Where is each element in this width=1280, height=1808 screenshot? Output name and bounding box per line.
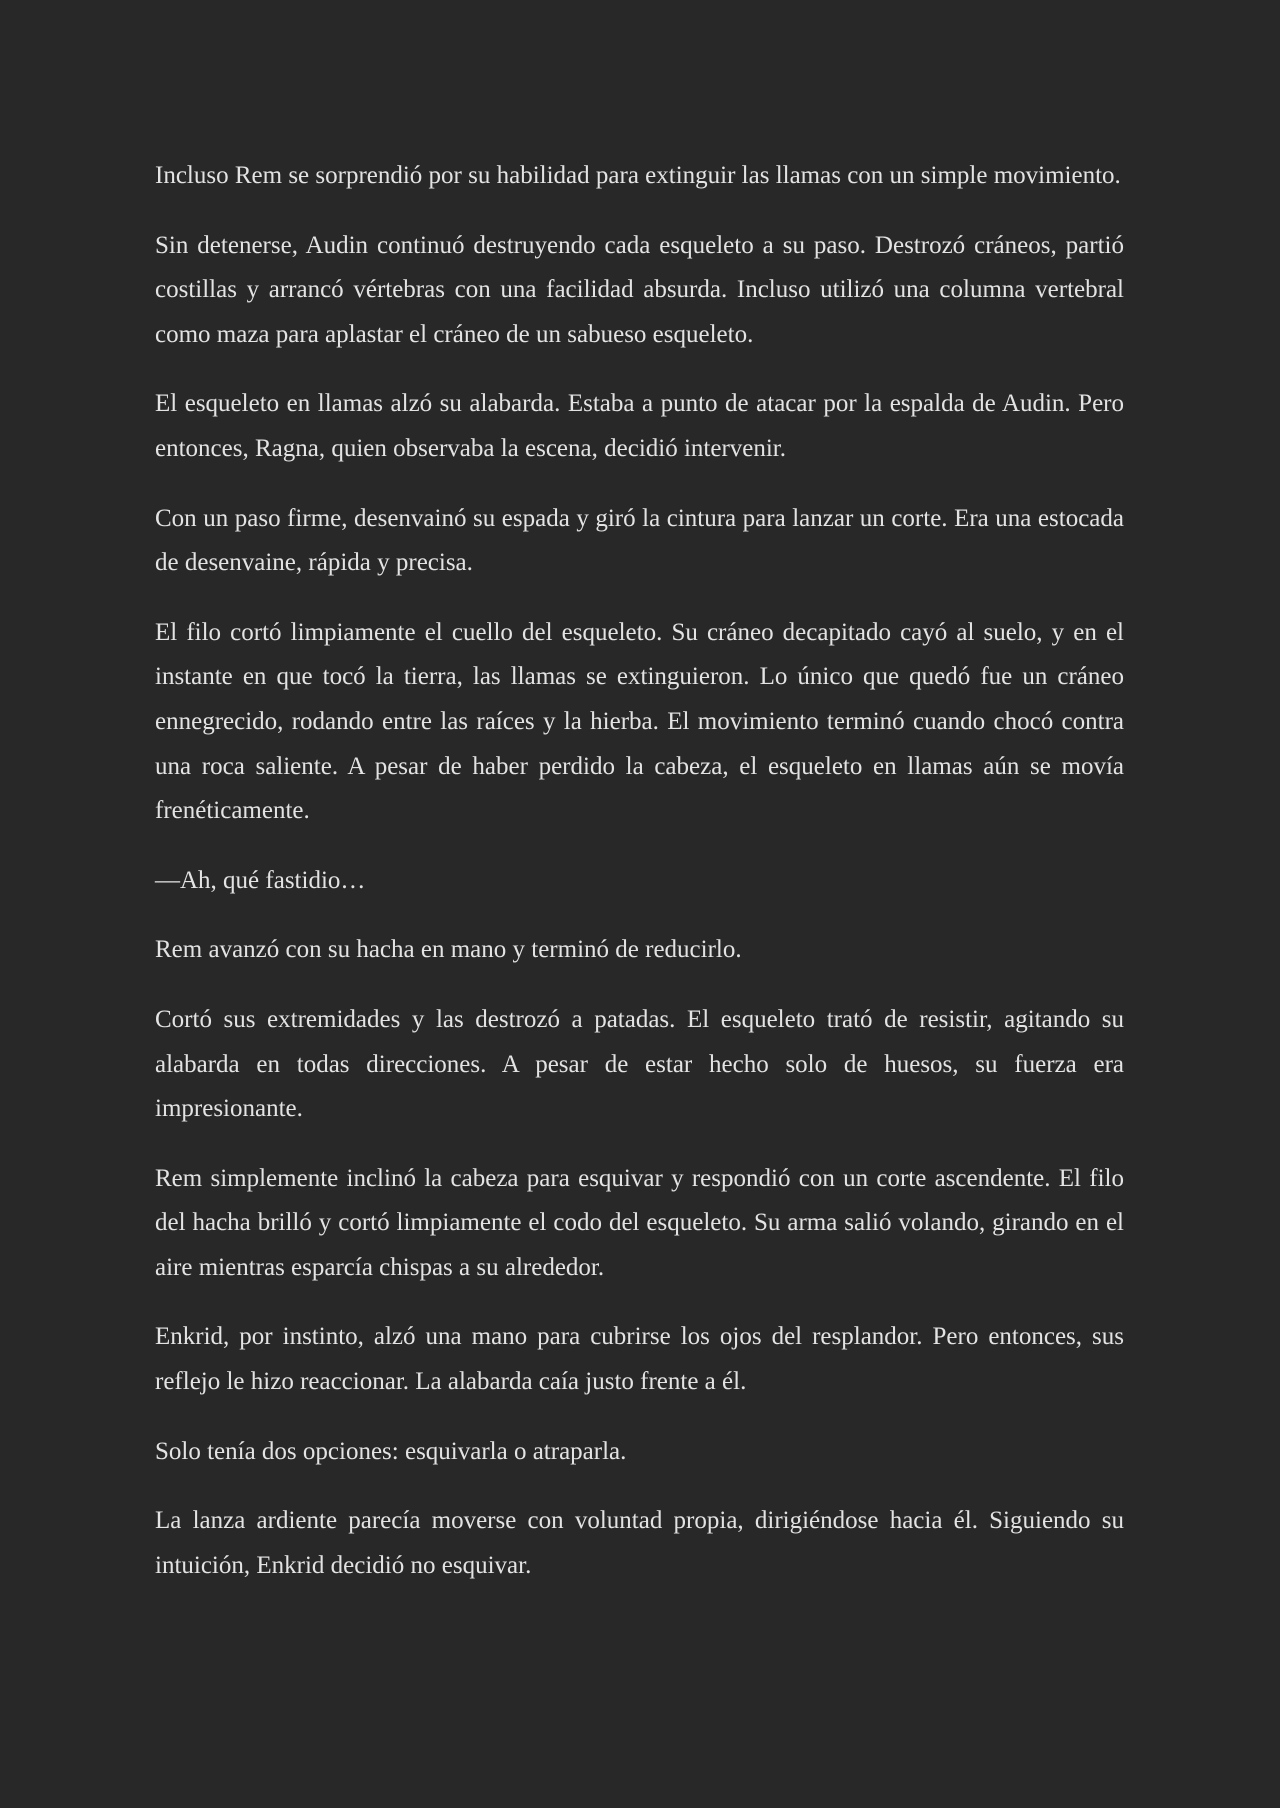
paragraph: Rem avanzó con su hacha en mano y terminó de reducirlo.: [155, 936, 742, 964]
paragraph: La lanza ardiente parecía moverse con voluntad propia, dirigiéndose hacia él. Siguiendo su intuición, Enkrid decidió no esquivar.: [155, 1507, 1124, 1579]
chapter-text: [155, 154, 1124, 1588]
paragraph: Con un paso firme, desenvainó su espada y giró la cintura para lanzar un corte. Era una estocada de desenvaine, rápida y precisa.: [155, 504, 1124, 577]
paragraph: Rem simplemente inclinó la cabeza para esquivar y respondió con un corte ascendente. El filo del hacha brilló y cortó limpiamente el codo del esqueleto. Su arma salió volando, girando en el aire mientras esparcía chispas a su alrededor.: [155, 1164, 1124, 1281]
paragraph: Cortó sus extremidades y las destrozó a patadas. El esqueleto trató de resistir, agitando su alabarda en todas direcciones. A pesar de estar hecho solo de huesos, su fuerza era impresionante.: [155, 1005, 1124, 1123]
paragraph: Enkrid, por instinto, alzó una mano para cubrirse los ojos del resplandor. Pero entonces, sus reflejo le hizo reaccionar. La alabarda caía justo frente a él.: [155, 1323, 1124, 1396]
paragraph: Incluso Rem se sorprendió por su habilidad para extinguir las llamas con un simple movimiento.: [155, 162, 1121, 189]
paragraph: Sin detenerse, Audin continuó destruyendo cada esqueleto a su paso. Destrozó cráneos, partió costillas y arrancó vértebras con una facilidad absurda. Incluso utilizó una columna vertebral como maza para aplastar el cráneo de un sabueso esqueleto.: [155, 231, 1124, 348]
paragraph: El filo cortó limpiamente el cuello del esqueleto. Su cráneo decapitado cayó al suelo, y en el instante en que tocó la tierra, las llamas se extinguieron. Lo único que quedó fue un cráneo ennegrecido, rodando entre las raíces y la hierba. El movimiento terminó cuando chocó contra una roca saliente. A pesar de haber perdido la cabeza, el esqueleto en llamas aún se movía frenéticamente.: [155, 618, 1124, 825]
paragraph: El esqueleto en llamas alzó su alabarda. Estaba a punto de atacar por la espalda de Audin. Pero entonces, Ragna, quien observaba la escena, decidió intervenir.: [155, 390, 1124, 462]
paragraph: Solo tenía dos opciones: esquivarla o atraparla.: [155, 1437, 627, 1465]
dialogue-line: —Ah, qué fastidio…: [155, 866, 366, 894]
